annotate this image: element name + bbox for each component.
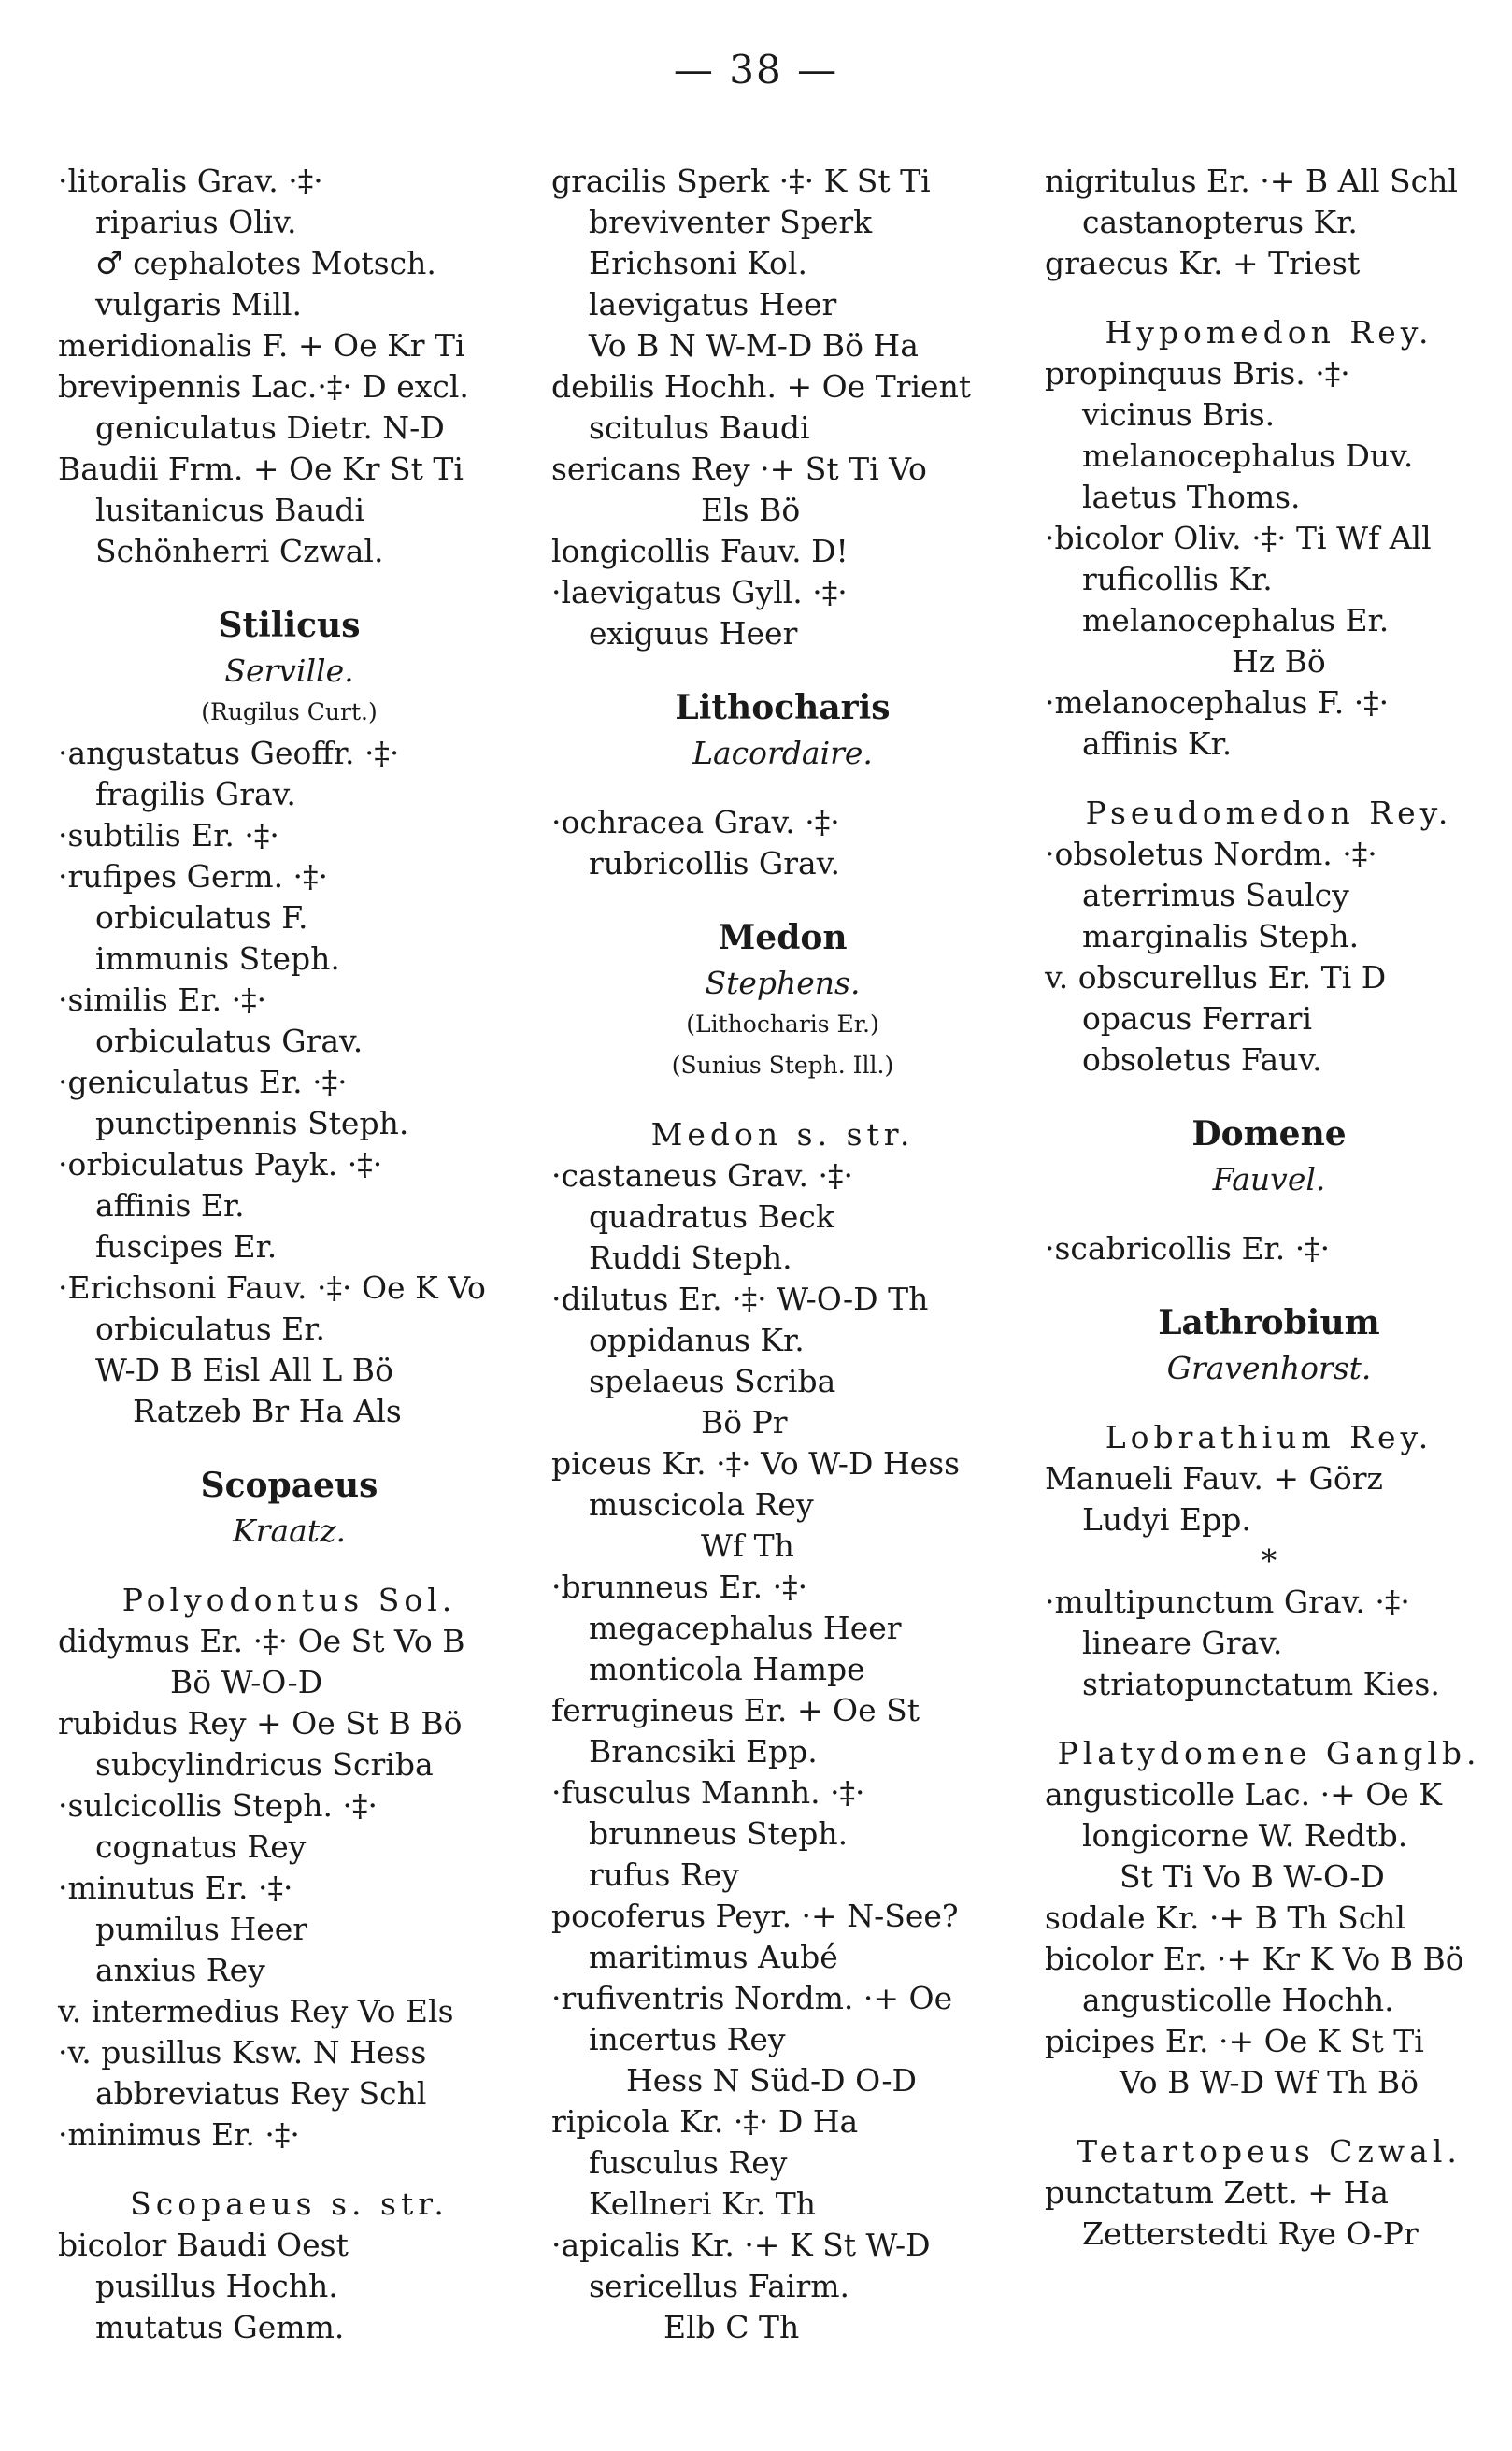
species-line: ·brunneus Er. ·‡· [551, 1569, 808, 1605]
species-line: ·bicolor Oliv. ·‡· Ti Wf All [1045, 520, 1432, 556]
species-line: sericans Rey ·+ St Ti Vo [551, 451, 927, 487]
synonym-line: punctipennis Steph. [95, 1105, 409, 1141]
separator-mark: * [1261, 1542, 1277, 1579]
species-line: ·v. pusillus Ksw. N Hess [58, 2034, 427, 2071]
species-line: gracilis Sperk ·‡· K St Ti [551, 163, 931, 199]
synonym-line: striatopunctatum Kies. [1082, 1666, 1440, 1702]
column-right [1045, 161, 1493, 2255]
synonym-line: St Ti Vo B W-O-D [1120, 1858, 1385, 1895]
synonym-line: laetus Thoms. [1082, 479, 1301, 515]
spacer [1045, 1200, 1493, 1228]
synonym-line: melanocephalus Duv. [1082, 437, 1414, 474]
synonym-line: abbreviatus Rey Schl [95, 2075, 427, 2112]
spacer [551, 884, 1014, 912]
synonym-line: melanocephalus Er. [1082, 602, 1390, 638]
species-line: didymus Er. ·‡· Oe St Vo B [58, 1623, 465, 1659]
synonym-line: fuscipes Er. [95, 1228, 278, 1265]
species-line: propinquus Bris. ·‡· [1045, 355, 1350, 392]
spacer [1045, 765, 1493, 793]
synonym-line: castanopterus Kr. [1082, 204, 1358, 240]
synonym-line: mutatus Gemm. [95, 2309, 345, 2345]
species-line: ·Erichsoni Fauv. ·‡· Oe K Vo [58, 1269, 486, 1306]
spacer [1045, 1269, 1493, 1297]
page-number: — 38 — [673, 47, 839, 93]
species-line: Manueli Fauv. + Görz [1045, 1460, 1383, 1497]
species-line: v. obscurellus Er. Ti D [1045, 959, 1387, 996]
synonym-line: Ratzeb Br Ha Als [133, 1393, 402, 1429]
species-line: ·dilutus Er. ·‡· W-O-D Th [551, 1281, 929, 1317]
synonym-line: Elb C Th [663, 2309, 800, 2345]
synonym-line: Ludyi Epp. [1082, 1501, 1251, 1538]
synonym-line: angusticolle Hochh. [1082, 1982, 1394, 2018]
spacer [58, 2156, 521, 2184]
synonym-line: sericellus Fairm. [589, 2268, 850, 2304]
spacer [1045, 2103, 1493, 2131]
synonym-line: laevigatus Heer [589, 286, 837, 322]
synonym-line: Bö Pr [701, 1404, 788, 1440]
genus-heading: Domene [1191, 1114, 1347, 1154]
column-middle [551, 161, 1014, 2348]
subgenus-heading: Lobrathium Rey. [1105, 1419, 1434, 1455]
synonym-line: orbiculatus F. [95, 899, 308, 936]
subgenus-heading: Hypomedon Rey. [1105, 314, 1434, 351]
genus-author: Serville. [224, 652, 354, 689]
synonym-line: pumilus Heer [95, 1911, 308, 1947]
species-line: angusticolle Lac. ·+ Oe K [1045, 1776, 1442, 1813]
species-line: ·melanocephalus F. ·‡· [1045, 684, 1390, 721]
synonym-line: monticola Hampe [589, 1651, 865, 1687]
spacer [551, 774, 1014, 802]
spacer [551, 654, 1014, 682]
genus-heading: Scopaeus [200, 1466, 378, 1505]
synonym-line: longicorne W. Redtb. [1082, 1817, 1408, 1854]
synonym-line: breviventer Sperk [589, 204, 873, 240]
species-line: debilis Hochh. + Oe Trient [551, 368, 972, 405]
synonym-line: exiguus Heer [589, 615, 798, 652]
subgenus-heading: Medon s. str. [650, 1116, 915, 1153]
species-line: ·fusculus Mannh. ·‡· [551, 1774, 865, 1811]
synonym-line: fusculus Rey [589, 2144, 788, 2181]
synonym-line: Schönherri Czwal. [95, 533, 384, 569]
species-line: ·rufiventris Nordm. ·+ Oe [551, 1980, 953, 2016]
genus-author: Stephens. [705, 965, 861, 1001]
synonym-line: lineare Grav. [1082, 1625, 1283, 1661]
synonym-line: immunis Steph. [95, 940, 340, 977]
species-line: ·minutus Er. ·‡· [58, 1870, 293, 1906]
species-line: ·orbiculatus Payk. ·‡· [58, 1146, 383, 1182]
spacer [1045, 1705, 1493, 1733]
synonym-line: aterrimus Saulcy [1082, 877, 1349, 913]
species-line: brevipennis Lac.·‡· D excl. [58, 368, 469, 405]
synonym-line: Wf Th [701, 1527, 794, 1564]
species-line: ·ochracea Grav. ·‡· [551, 804, 840, 840]
species-line: ·multipunctum Grav. ·‡· [1045, 1584, 1410, 1620]
synonym-line: ruficollis Kr. [1082, 561, 1273, 597]
synonym-line: fragilis Grav. [95, 776, 296, 812]
subgenus-heading: Polyodontus Sol. [121, 1582, 457, 1618]
synonym-line: riparius Oliv. [95, 204, 297, 240]
species-line: ·apicalis Kr. ·+ K St W-D [551, 2227, 931, 2263]
subgenus-heading: Scopaeus s. str. [130, 2186, 449, 2222]
species-line: nigritulus Er. ·+ B All Schl [1045, 163, 1458, 199]
genus-author: Lacordaire. [692, 735, 873, 771]
species-line: ripicola Kr. ·‡· D Ha [551, 2103, 859, 2140]
spacer [1045, 1389, 1493, 1417]
synonym-line: cognatus Rey [95, 1828, 307, 1865]
synonym-line: obsoletus Fauv. [1082, 1041, 1322, 1078]
species-line: picipes Er. ·+ Oe K St Ti [1045, 2023, 1424, 2059]
synonym-line: vulgaris Mill. [95, 286, 302, 322]
spacer [58, 1432, 521, 1460]
species-line: punctatum Zett. + Ha [1045, 2174, 1389, 2211]
species-line: ·geniculatus Er. ·‡· [58, 1064, 348, 1100]
genus-heading: Medon [718, 918, 848, 957]
species-line: ·similis Er. ·‡· [58, 982, 267, 1018]
synonym-line: ♂ cephalotes Motsch. [95, 245, 436, 281]
spacer [58, 1552, 521, 1580]
genus-heading: Lithocharis [675, 688, 891, 727]
synonym-line: brunneus Steph. [589, 1815, 849, 1852]
species-line: ·angustatus Geoffr. ·‡· [58, 735, 400, 771]
species-line: piceus Kr. ·‡· Vo W-D Hess [551, 1445, 961, 1482]
species-line: ·litoralis Grav. ·‡· [58, 163, 323, 199]
spacer [1045, 284, 1493, 312]
synonym-line: Bö W-O-D [170, 1664, 323, 1700]
synonym-line: Hess N Süd-D O-D [626, 2062, 917, 2099]
genus-heading: Stilicus [218, 606, 361, 645]
synonym-line: scitulus Baudi [589, 409, 810, 446]
synonym-line: opacus Ferrari [1082, 1000, 1313, 1037]
synonym-note: (Sunius Steph. Ill.) [671, 1052, 894, 1079]
species-line: ·rufipes Germ. ·‡· [58, 858, 329, 895]
species-line: ·scabricollis Er. ·‡· [1045, 1230, 1331, 1267]
synonym-line: orbiculatus Grav. [95, 1023, 364, 1059]
synonym-line: anxius Rey [95, 1952, 265, 1988]
subgenus-heading: Tetartopeus Czwal. [1077, 2133, 1462, 2170]
synonym-line: orbiculatus Er. [95, 1311, 325, 1347]
synonym-line: Kellneri Kr. Th [589, 2186, 817, 2222]
genus-author: Gravenhorst. [1166, 1350, 1372, 1386]
synonym-line: vicinus Bris. [1082, 396, 1276, 433]
synonym-line: Ruddi Steph. [589, 1240, 792, 1276]
synonym-line: W-D B Eisl All L Bö [95, 1352, 393, 1388]
synonym-note: (Lithocharis Er.) [686, 1010, 879, 1038]
synonym-line: Els Bö [701, 492, 801, 528]
synonym-line: Brancsiki Epp. [589, 1733, 818, 1770]
species-line: Baudii Frm. + Oe Kr St Ti [58, 451, 464, 487]
species-line: rubidus Rey + Oe St B Bö [58, 1705, 463, 1742]
synonym-line: incertus Rey [589, 2021, 786, 2057]
synonym-line: Erichsoni Kol. [589, 245, 807, 281]
synonym-line: megacephalus Heer [589, 1610, 902, 1646]
species-line: ·minimus Er. ·‡· [58, 2116, 300, 2153]
species-line: meridionalis F. + Oe Kr Ti [58, 327, 465, 364]
species-line: bicolor Er. ·+ Kr K Vo B Bö [1045, 1941, 1464, 1977]
column-left [58, 161, 521, 2348]
synonym-line: pusillus Hochh. [95, 2268, 338, 2304]
genus-author: Fauvel. [1212, 1161, 1326, 1197]
species-line: ·subtilis Er. ·‡· [58, 817, 279, 853]
synonym-line: marginalis Steph. [1082, 918, 1360, 954]
species-line: ·castaneus Grav. ·‡· [551, 1157, 853, 1194]
synonym-line: oppidanus Kr. [589, 1322, 805, 1358]
species-line: ·sulcicollis Steph. ·‡· [58, 1787, 378, 1824]
synonym-line: rufus Rey [589, 1856, 739, 1893]
synonym-line: spelaeus Scriba [589, 1363, 836, 1399]
subgenus-heading: Pseudomedon Rey. [1085, 795, 1453, 831]
species-line: ·laevigatus Gyll. ·‡· [551, 574, 848, 610]
synonym-line: Vo B W-D Wf Th Bö [1120, 2064, 1419, 2100]
synonym-line: subcylindricus Scriba [95, 1746, 434, 1783]
synonym-line: Vo B N W-M-D Bö Ha [589, 327, 919, 364]
genus-author: Kraatz. [233, 1512, 346, 1549]
synonym-line: muscicola Rey [589, 1486, 814, 1523]
synonym-line: maritimus Aubé [589, 1939, 838, 1975]
spacer [551, 1086, 1014, 1114]
synonym-line: lusitanicus Baudi [95, 492, 365, 528]
synonym-line: rubricollis Grav. [589, 845, 840, 882]
genus-heading: Lathrobium [1158, 1303, 1380, 1342]
species-line: v. intermedius Rey Vo Els [58, 1993, 454, 2029]
synonym-note: (Rugilus Curt.) [201, 698, 378, 725]
synonym-line: affinis Kr. [1082, 725, 1233, 762]
species-line: longicollis Fauv. D! [551, 533, 849, 569]
synonym-line: geniculatus Dietr. N-D [95, 409, 445, 446]
synonym-line: Zetterstedti Rye O-Pr [1082, 2215, 1419, 2252]
species-line: bicolor Baudi Oest [58, 2227, 349, 2263]
spacer [58, 572, 521, 600]
species-line: graecus Kr. + Triest [1045, 245, 1361, 281]
synonym-line: quadratus Beck [589, 1198, 834, 1235]
species-line: pocoferus Peyr. ·+ N-See? [551, 1898, 959, 1934]
species-line: ·obsoletus Nordm. ·‡· [1045, 836, 1377, 872]
subgenus-heading: Platydomene Ganglb. [1057, 1735, 1481, 1771]
species-line: ferrugineus Er. + Oe St [551, 1692, 920, 1728]
spacer [1045, 1081, 1493, 1109]
species-line: sodale Kr. ·+ B Th Schl [1045, 1899, 1405, 1936]
synonym-line: affinis Er. [95, 1187, 245, 1224]
synonym-line: Hz Bö [1232, 643, 1326, 680]
